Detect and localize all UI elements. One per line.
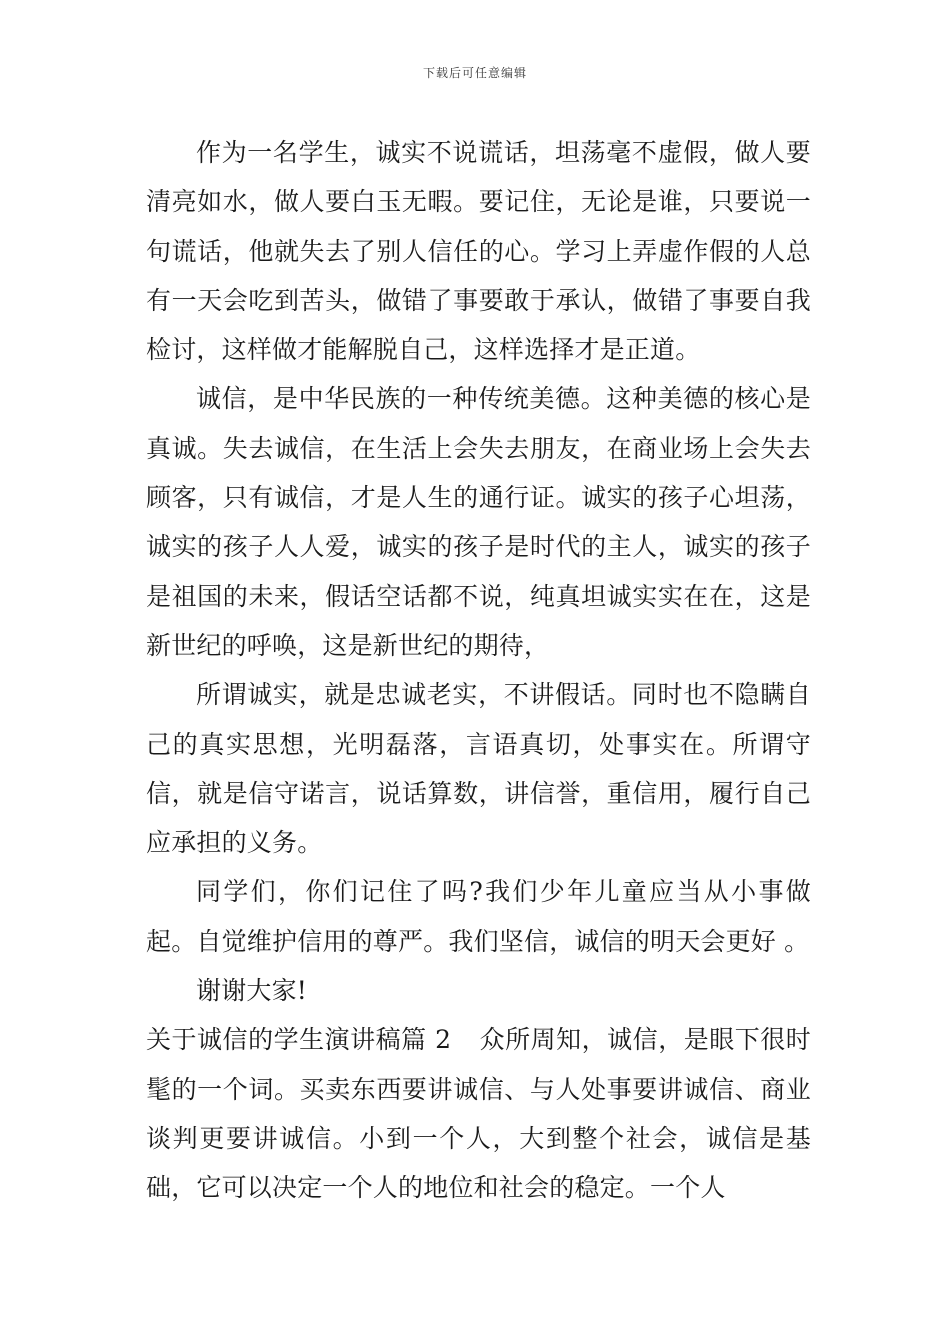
document-body (146, 128, 811, 1213)
paragraph-5: 谢谢大家! (196, 976, 308, 1006)
paragraph-1: 作为一名学生，诚实不说谎话，坦荡毫不虚假，做人要清亮如水，做人要白玉无暇。要记住，无论是谁，只要说一句谎话，他就失去了别人信任的心。学习上弄虚作假的人总有一天会吃到苦头，做错了事要敢于承认，做错了事要自我检讨，这样做才能解脱自己，这样选择才是正道。 (146, 138, 811, 365)
section-2-text: 众所周知，诚信，是眼下很时髦的一个词。买卖东西要讲诚信、与人处事要讲诚信、商业谈判更要讲诚信。小到一个人，大到整个社会，诚信是基础，它可以决定一个人的地位和社会的稳定。一个人 (146, 1025, 811, 1203)
paragraph-3: 所谓诚实，就是忠诚老实，不讲假话。同时也不隐瞒自己的真实思想，光明磊落，言语真切，处事实在。所谓守信，就是信守诺言，说话算数，讲信誉，重信用，履行自己应承担的义务。 (146, 680, 811, 858)
page-header: 下载后可任意编辑 (422, 66, 527, 80)
paragraph-2: 诚信，是中华民族的一种传统美德。这种美德的核心是真诚。失去诚信，在生活上会失去朋友，在商业场上会失去顾客，只有诚信，才是人生的通行证。诚实的孩子心坦荡，诚实的孩子人人爱，诚实的孩子是时代的主人，诚实的孩子是祖国的未来，假话空话都不说，纯真坦诚实实在在，这是新世纪的呼唤，这是新世纪的期待， (146, 384, 811, 660)
paragraph-4: 同学们，你们记住了吗?我们少年儿童应当从小事做起。自觉维护信用的尊严。我们坚信，诚信的明天会更好 。 (146, 877, 811, 956)
section-2-title: 关于诚信的学生演讲稿篇 2 (146, 1025, 452, 1055)
section-2-paragraph (146, 1015, 811, 1212)
